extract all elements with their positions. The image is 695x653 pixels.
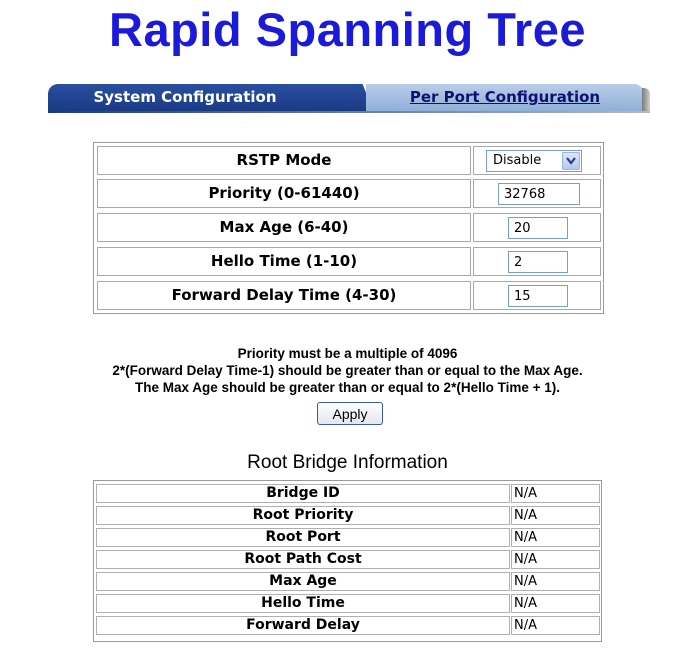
tab-bar bbox=[48, 84, 650, 113]
root-priority-label: Root Priority bbox=[96, 506, 510, 525]
rstp-mode-label: RSTP Mode bbox=[97, 146, 471, 175]
root-port-value: N/A bbox=[511, 528, 600, 547]
table-row bbox=[95, 616, 600, 635]
page-title: Rapid Spanning Tree bbox=[109, 3, 586, 56]
priority-label: Priority (0-61440) bbox=[97, 179, 471, 208]
root-path-cost-label: Root Path Cost bbox=[96, 550, 510, 569]
bridge-id-label: Bridge ID bbox=[96, 484, 510, 503]
root-bridge-table bbox=[93, 480, 602, 642]
validation-notes bbox=[0, 345, 695, 396]
max-age-info-value: N/A bbox=[511, 572, 600, 591]
table-row bbox=[95, 506, 600, 525]
hello-time-info-value: N/A bbox=[511, 594, 600, 613]
max-age-cell bbox=[473, 213, 601, 242]
config-table bbox=[93, 142, 604, 314]
forward-delay-info-value: N/A bbox=[511, 616, 600, 635]
hello-time-info-label: Hello Time bbox=[96, 594, 510, 613]
bridge-id-value: N/A bbox=[511, 484, 600, 503]
per-port-configuration-link[interactable]: Per Port Configuration bbox=[409, 88, 601, 106]
hello-time-cell bbox=[473, 247, 601, 276]
priority-input[interactable] bbox=[498, 183, 580, 205]
table-row bbox=[95, 594, 600, 613]
chevron-down-icon[interactable] bbox=[562, 152, 580, 170]
table-row bbox=[95, 528, 600, 547]
rstp-mode-selected-value: Disable bbox=[493, 153, 542, 168]
forward-delay-cell bbox=[473, 281, 601, 310]
note-priority: Priority must be a multiple of 4096 bbox=[237, 346, 458, 361]
root-bridge-title: Root Bridge Information bbox=[247, 452, 448, 473]
max-age-info-label: Max Age bbox=[96, 572, 510, 591]
tab-system-configuration-label: System Configuration bbox=[93, 88, 277, 106]
tab-per-port-configuration[interactable] bbox=[366, 84, 644, 111]
table-row bbox=[95, 484, 600, 503]
apply-button[interactable]: Apply bbox=[317, 402, 383, 425]
hello-time-label: Hello Time (1-10) bbox=[97, 247, 471, 276]
rstp-mode-select[interactable] bbox=[486, 150, 582, 172]
forward-delay-info-label: Forward Delay bbox=[96, 616, 510, 635]
table-row bbox=[95, 572, 600, 591]
note-forward-delay: 2*(Forward Delay Time-1) should be greater than or equal to the Max Age. bbox=[112, 363, 583, 378]
tab-underline bbox=[48, 111, 650, 113]
rstp-mode-cell bbox=[473, 146, 601, 175]
root-port-label: Root Port bbox=[96, 528, 510, 547]
forward-delay-label: Forward Delay Time (4-30) bbox=[97, 281, 471, 310]
priority-cell bbox=[473, 179, 601, 208]
hello-time-input[interactable] bbox=[508, 251, 568, 273]
root-priority-value: N/A bbox=[511, 506, 600, 525]
note-max-age: The Max Age should be greater than or equal to 2*(Hello Time + 1). bbox=[135, 380, 560, 395]
table-row bbox=[95, 550, 600, 569]
tab-edge bbox=[642, 88, 650, 111]
max-age-label: Max Age (6-40) bbox=[97, 213, 471, 242]
tab-system-configuration[interactable] bbox=[48, 84, 356, 111]
forward-delay-input[interactable] bbox=[508, 285, 568, 307]
max-age-input[interactable] bbox=[508, 217, 568, 239]
root-path-cost-value: N/A bbox=[511, 550, 600, 569]
